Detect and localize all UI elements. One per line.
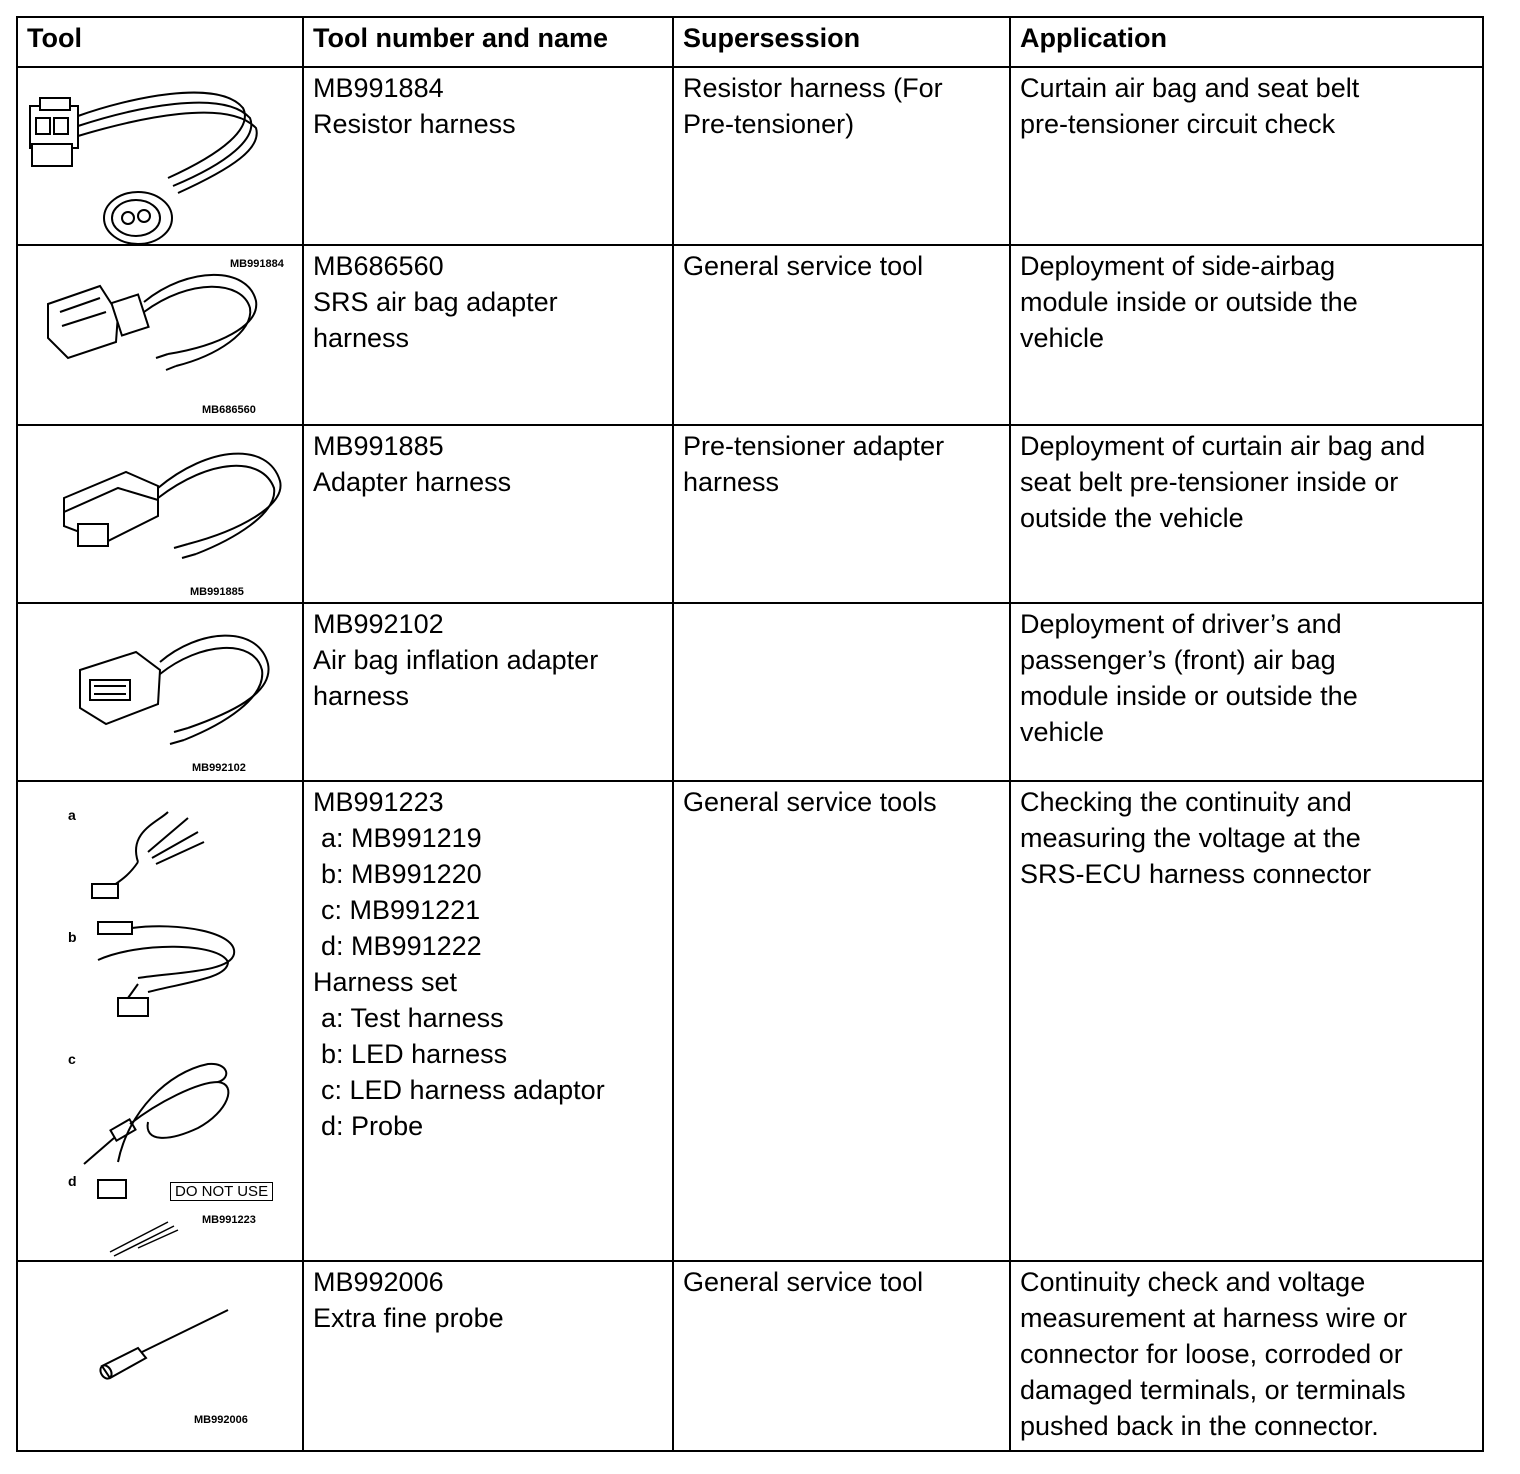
- inflation-adapter-harness-illustration: [18, 604, 304, 780]
- supersession-cell: [673, 1261, 1010, 1451]
- image-label-b: b: [68, 929, 77, 945]
- supersession-line: harness: [683, 467, 780, 497]
- application-line: damaged terminals, or terminals: [1020, 1375, 1406, 1405]
- application-line: module inside or outside the: [1020, 287, 1358, 317]
- set-part-d: d: Probe: [321, 1111, 424, 1141]
- image-label-c: c: [68, 1051, 76, 1067]
- application-cell: [1010, 781, 1483, 1261]
- application-line: passenger’s (front) air bag: [1020, 645, 1336, 675]
- application-cell: [1010, 1261, 1483, 1451]
- application-line: SRS-ECU harness connector: [1020, 859, 1372, 889]
- application-line: seat belt pre-tensioner inside or: [1020, 467, 1399, 497]
- part-number-d: d: MB991222: [321, 931, 482, 961]
- tool-number-name-cell: [303, 67, 673, 245]
- application-line: pushed back in the connector.: [1020, 1411, 1379, 1441]
- tool-number-name-cell: [303, 425, 673, 603]
- tool-number: MB992102: [313, 609, 444, 639]
- set-part-a: a: Test harness: [321, 1003, 504, 1033]
- application-line: Deployment of curtain air bag and: [1020, 431, 1426, 461]
- application-line: vehicle: [1020, 717, 1105, 747]
- tool-number-name-cell: [303, 781, 673, 1261]
- tool-image-cell: [17, 781, 303, 1261]
- tool-image-caption: MB991885: [190, 586, 244, 598]
- supersession-cell: [673, 67, 1010, 245]
- tool-number-name-cell: [303, 1261, 673, 1451]
- tool-image-cell: [17, 245, 303, 425]
- header-row: [17, 17, 1483, 67]
- application-line: outside the vehicle: [1020, 503, 1244, 533]
- header-supersession: Supersession: [673, 17, 1010, 67]
- do-not-use-label: DO NOT USE: [170, 1182, 273, 1201]
- tool-image-cell: [17, 1261, 303, 1451]
- tool-image-caption: MB991223: [202, 1214, 256, 1226]
- tool-image-caption: MB686560: [202, 404, 256, 416]
- tool-image-cell: [17, 603, 303, 781]
- application-line: measuring the voltage at the: [1020, 823, 1361, 853]
- tool-number: MB991884: [313, 73, 444, 103]
- part-number-a: a: MB991219: [321, 823, 482, 853]
- supersession-line: General service tool: [683, 251, 924, 281]
- application-line: Deployment of driver’s and: [1020, 609, 1342, 639]
- tool-name-line: harness: [313, 681, 410, 711]
- tool-image-caption: MB991884: [230, 258, 284, 270]
- application-line: measurement at harness wire or: [1020, 1303, 1408, 1333]
- tool-name-line: Air bag inflation adapter: [313, 645, 599, 675]
- extra-fine-probe-illustration: [18, 1262, 304, 1450]
- tool-image-caption: MB992102: [192, 762, 246, 774]
- supersession-line: Pre-tensioner): [683, 109, 855, 139]
- tool-name-line: Extra fine probe: [313, 1303, 504, 1333]
- tool-name-line: Adapter harness: [313, 467, 512, 497]
- application-line: Continuity check and voltage: [1020, 1267, 1366, 1297]
- tool-number: MB992006: [313, 1267, 444, 1297]
- supersession-line: Pre-tensioner adapter: [683, 431, 945, 461]
- set-part-c: c: LED harness adaptor: [321, 1075, 605, 1105]
- application-cell: [1010, 603, 1483, 781]
- tool-image-cell: [17, 67, 303, 270]
- tool-image-caption: MB992006: [194, 1414, 248, 1426]
- header-tool: Tool: [17, 17, 303, 67]
- supersession-cell: [673, 603, 1010, 781]
- tool-number: MB991223: [313, 787, 444, 817]
- supersession-cell: [673, 245, 1010, 425]
- supersession-cell: [673, 425, 1010, 603]
- application-line: connector for loose, corroded or: [1020, 1339, 1403, 1369]
- part-number-b: b: MB991220: [321, 859, 482, 889]
- table-row: [17, 781, 1483, 1261]
- image-label-d: d: [68, 1173, 77, 1189]
- tool-name-line: Resistor harness: [313, 109, 516, 139]
- tool-image-cell: [17, 425, 303, 603]
- tool-number-name-cell: [303, 245, 673, 425]
- application-line: pre-tensioner circuit check: [1020, 109, 1336, 139]
- table-row: [17, 245, 1483, 425]
- header-tool-number-name: Tool number and name: [303, 17, 673, 67]
- supersession-line: Resistor harness (For: [683, 73, 943, 103]
- header-application: Application: [1010, 17, 1483, 67]
- supersession-cell: [673, 781, 1010, 1261]
- application-cell: [1010, 67, 1483, 245]
- supersession-line: General service tool: [683, 1267, 924, 1297]
- srs-adapter-harness-illustration: [18, 246, 304, 424]
- special-tools-table: [16, 16, 1484, 1452]
- application-line: Checking the continuity and: [1020, 787, 1352, 817]
- application-line: Curtain air bag and seat belt: [1020, 73, 1360, 103]
- application-line: module inside or outside the: [1020, 681, 1358, 711]
- table-row: [17, 1261, 1483, 1451]
- image-label-a: a: [68, 807, 76, 823]
- tool-number: MB991885: [313, 431, 444, 461]
- tool-name-line: SRS air bag adapter: [313, 287, 558, 317]
- tool-name-line: harness: [313, 323, 410, 353]
- application-cell: [1010, 245, 1483, 425]
- application-line: Deployment of side-airbag: [1020, 251, 1336, 281]
- set-part-b: b: LED harness: [321, 1039, 508, 1069]
- table-row: [17, 603, 1483, 781]
- table-row: [17, 67, 1483, 245]
- resistor-harness-illustration: [18, 68, 304, 244]
- part-number-c: c: MB991221: [321, 895, 481, 925]
- adapter-harness-illustration: [18, 426, 304, 602]
- tool-number: MB686560: [313, 251, 444, 281]
- application-line: vehicle: [1020, 323, 1105, 353]
- tool-number-name-cell: [303, 603, 673, 781]
- table-row: [17, 425, 1483, 603]
- supersession-line: General service tools: [683, 787, 937, 817]
- application-cell: [1010, 425, 1483, 603]
- set-name: Harness set: [313, 967, 458, 997]
